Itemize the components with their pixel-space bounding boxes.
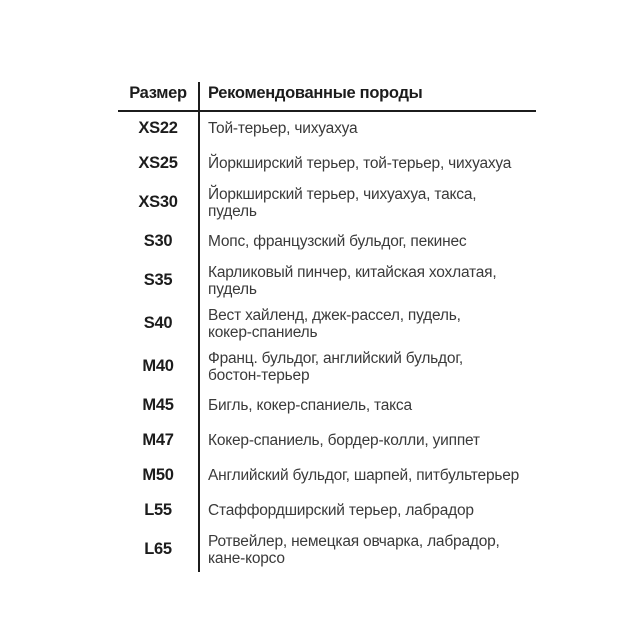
size-label: XS30	[138, 193, 178, 212]
breeds-text	[198, 260, 536, 303]
size-label: L55	[144, 501, 172, 520]
breeds-text	[198, 463, 536, 489]
breeds-text	[198, 182, 536, 225]
size-label: XS25	[138, 154, 178, 173]
breeds-text	[198, 428, 536, 454]
breeds-column-header: Рекомендованные породы	[208, 84, 423, 102]
breeds-line: Йоркширский терьер, чихуахуа, такса,	[208, 185, 477, 203]
size-label: M40	[142, 357, 174, 376]
breeds-line: Ротвейлер, немецкая овчарка, лабрадор,	[208, 532, 500, 550]
breeds-text	[198, 393, 536, 419]
table-row	[118, 225, 536, 260]
breeds-text	[198, 346, 536, 389]
breeds-line: Английский бульдог, шарпей, питбультерьер	[208, 467, 520, 485]
size-label: S40	[143, 314, 173, 333]
breeds-text	[198, 116, 536, 142]
table-row	[118, 529, 536, 572]
table-row	[118, 346, 536, 389]
breeds-text	[198, 529, 536, 572]
size-label: M50	[142, 466, 174, 485]
dog-size-table	[118, 82, 536, 572]
table-row	[118, 112, 536, 147]
breeds-line: бостон-терьер	[208, 367, 310, 384]
table-row	[118, 260, 536, 303]
table-row	[118, 147, 536, 182]
table-row	[118, 182, 536, 225]
size-label: S30	[143, 232, 173, 251]
breeds-line: кокер-спаниель	[208, 324, 318, 341]
table-row	[118, 389, 536, 424]
size-label: L65	[144, 540, 172, 559]
breeds-line: Кокер-спаниель, бордер-колли, уиппет	[208, 432, 480, 450]
size-label: XS22	[138, 119, 178, 138]
breeds-text	[198, 303, 536, 346]
breeds-line: пудель	[208, 281, 257, 298]
breeds-line: Йоркширский терьер, той-терьер, чихуахуа	[208, 155, 512, 173]
size-label: M45	[142, 396, 174, 415]
breeds-line: Той-терьер, чихуахуа	[208, 120, 358, 138]
table-row	[118, 424, 536, 459]
breeds-line: Вест хайленд, джек-рассел, пудель,	[208, 306, 461, 324]
breeds-text	[198, 498, 536, 524]
breeds-line: Бигль, кокер-спаниель, такса	[208, 397, 412, 415]
breeds-text	[198, 151, 536, 177]
table-row	[118, 494, 536, 529]
breeds-line: кане-корсо	[208, 550, 285, 567]
breeds-line: Карликовый пинчер, китайская хохлатая,	[208, 263, 497, 281]
breeds-line: Франц. бульдог, английский бульдог,	[208, 349, 463, 367]
table-body	[118, 112, 536, 572]
breeds-line: пудель	[208, 203, 257, 220]
table-row	[118, 303, 536, 346]
column-divider-line	[198, 82, 200, 572]
size-label: M47	[142, 431, 174, 450]
size-label: S35	[143, 271, 173, 290]
breeds-line: Мопс, французский бульдог, пекинес	[208, 233, 467, 251]
size-column-header: Размер	[129, 84, 187, 102]
breeds-line: Стаффордширский терьер, лабрадор	[208, 502, 474, 520]
table-row	[118, 459, 536, 494]
table-header-row	[118, 82, 536, 112]
breeds-text	[198, 229, 536, 255]
